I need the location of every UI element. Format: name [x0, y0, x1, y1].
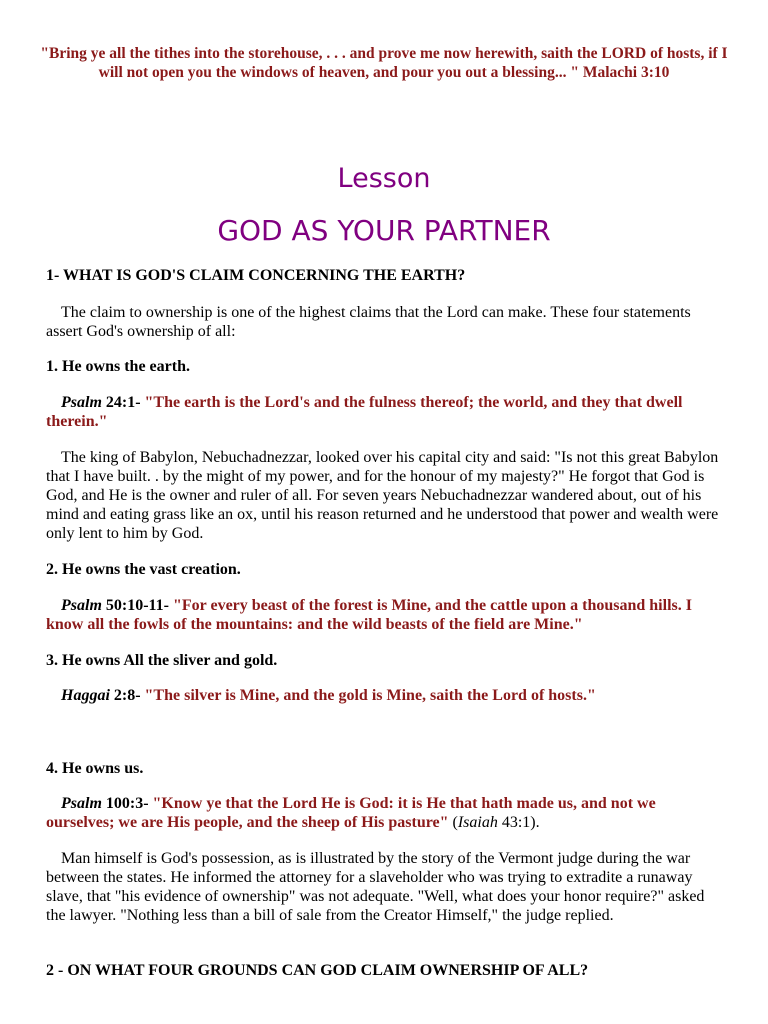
- scripture-book: Haggai: [61, 687, 110, 704]
- point-3-heading: 3. He owns All the sliver and gold.: [46, 652, 278, 669]
- lesson-label: Lesson: [337, 163, 431, 194]
- scripture-verse: 50:10-11-: [105, 597, 169, 614]
- scripture-quote: "The earth is the Lord's and the fulness thereof; the world, and they that dwell therein.": [46, 394, 683, 430]
- scripture-verse: 2:8-: [113, 687, 141, 704]
- point-2-heading: 2. He owns the vast creation.: [46, 561, 241, 578]
- intro-paragraph: The claim to ownership is one of the highest claims that the Lord can make. These four statements assert God's ownership of all:: [46, 304, 691, 340]
- lesson-title: GOD AS YOUR PARTNER: [217, 214, 551, 247]
- scripture-book: Psalm: [61, 597, 102, 614]
- scripture-book: Psalm: [61, 795, 102, 812]
- scripture-verse: 24:1-: [105, 394, 141, 411]
- scripture-quote: "Know ye that the Lord He is God: it is He that hath made us, and not we ourselves; we are His people, and the sheep of His pasture": [46, 795, 656, 831]
- vermont-judge-paragraph: Man himself is God's possession, as is illustrated by the story of the Vermont judge during the war between the states. He informed the attorney for a slaveholder who was trying to extradite a runaway slave, that "his evidence of ownership" was not adequate. "Well, what does your honor require?" asked the lawyer. "Nothing less than a bill of sale from the Creator Himself," the judge replied.: [46, 850, 705, 924]
- scripture-verse: 100:3-: [105, 795, 149, 812]
- point-4-scripture: [46, 794, 726, 832]
- nebuchadnezzar-paragraph: The king of Babylon, Nebuchadnezzar, looked over his capital city and said: "Is not this great Babylon that I have built. . by the might of my power, and for the honour of my majesty?" He forgot that God is God, and He is the owner and ruler of all. For seven years Nebuchadnezzar wandered about, out of his mind and eating grass like an ox, until his reason returned and he understood that power and wealth were only lent to him by God.: [46, 449, 719, 542]
- section-1-heading: 1- WHAT IS GOD'S CLAIM CONCERNING THE EARTH?: [46, 267, 466, 284]
- cross-reference: (Isaiah 43:1).: [452, 814, 540, 831]
- section-2-heading: 2 - ON WHAT FOUR GROUNDS CAN GOD CLAIM OWNERSHIP OF ALL?: [46, 962, 589, 979]
- point-3-scripture: [46, 686, 726, 705]
- point-1-scripture: [46, 393, 726, 431]
- point-1-heading: 1. He owns the earth.: [46, 358, 190, 375]
- epigraph-quote: "Bring ye all the tithes into the storehouse, . . . and prove me now herewith, saith the LORD of hosts, if I will not open you the windows of heaven, and pour you out a blessing... " Malachi 3:10: [40, 45, 728, 81]
- scripture-quote: "The silver is Mine, and the gold is Mine, saith the Lord of hosts.": [144, 687, 596, 704]
- point-4-heading: 4. He owns us.: [46, 760, 144, 777]
- scripture-book: Psalm: [61, 394, 102, 411]
- scripture-quote: "For every beast of the forest is Mine, and the cattle upon a thousand hills. I know all the fowls of the mountains: and the wild beasts of the field are Mine.": [46, 597, 692, 633]
- point-2-scripture: [46, 596, 726, 634]
